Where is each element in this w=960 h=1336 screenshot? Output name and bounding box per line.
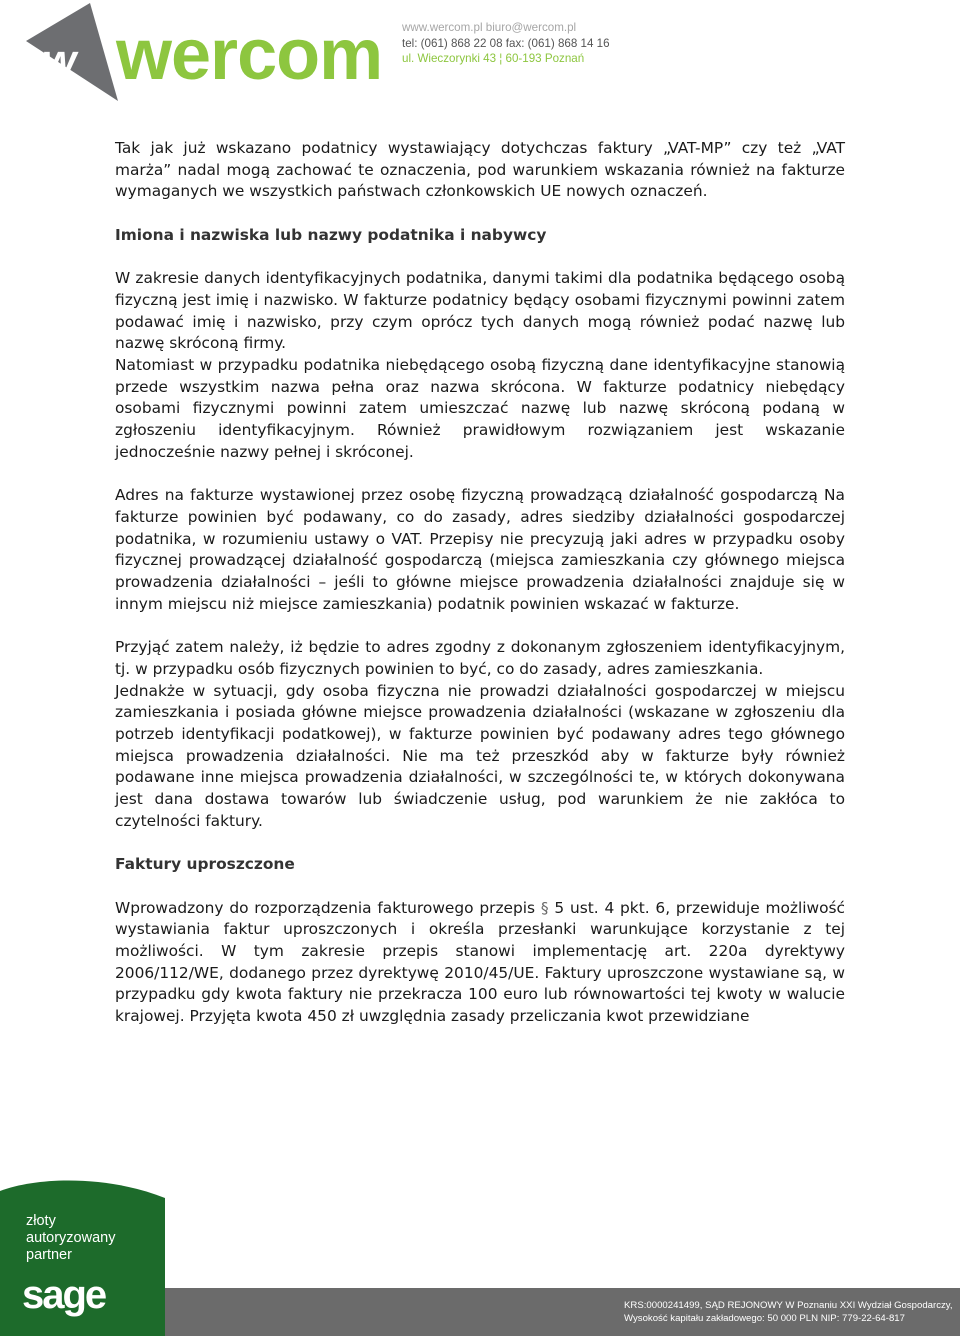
heading-simplified-invoices: Faktury uproszczone (115, 855, 295, 874)
registry-line-krs: KRS:0000241499, SĄD REJONOWY W Poznaniu XXI Wydział Gospodarczy, (624, 1300, 953, 1311)
contact-block (402, 20, 610, 67)
paragraph-registration-address: Przyjąć zatem należy, iż będzie to adres zgodny z dokonanym zgłoszeniem identyfikacyjnym, tj. w przypadku osób fizycznych powinien to być, co do zasady, adres zamieszkania. (115, 638, 845, 678)
company-registry-info (624, 1299, 953, 1325)
partner-badge (26, 1213, 115, 1264)
registry-line-capital: Wysokość kapitału zakładowego: 50 000 PLN NIP: 779-22-64-817 (624, 1313, 905, 1324)
contact-web: www.wercom.pl biuro@wercom.pl (402, 21, 577, 34)
paragraph-simplified-part2: 5 ust. 4 pkt. 6, przewiduje możliwość wystawiania faktur uproszczonych i określa przesłanki warunkujące korzystanie z tej możliwości. W tym zakresie przepis stanowi implementację art. 220a dyrektywy 2006/112/WE, dodanego przez dyrektywę 2010/45/UE. Faktury uproszczone wystawiane są, w przypadku gdy kwota faktury nie przekracza 100 euro lub równowartości tej kwoty w walucie krajowej. Przyjęta kwota 450 zł uwzględnia zasady przeliczania kwot przewidziane (115, 898, 845, 1026)
heading-names: Imiona i nazwiska lub nazwy podatnika i nabywcy (115, 225, 547, 244)
badge-line-gold: złoty (26, 1213, 56, 1229)
paragraph-simplified (115, 898, 845, 1028)
section-sign: § (540, 898, 549, 917)
sage-logo: sage (22, 1273, 106, 1317)
badge-line-partner: partner (26, 1247, 72, 1263)
paragraph-identification: W zakresie danych identyfikacyjnych podatnika, danymi takimi dla podatnika będącego osobą fizyczną jest imię i nazwisko. W fakturze podatnicy będący osobami fizycznymi powinni zatem podawać imię i nazwisko, przy czym oprócz tych danych mogą również podać nazwę lub nazwę skróconą firmy. (115, 269, 845, 353)
contact-phone: tel: (061) 868 22 08 fax: (061) 868 14 16 (402, 36, 610, 50)
paragraph-non-natural-person: Natomiast w przypadku podatnika niebędącego osobą fizyczną dane identyfikacyjne stanowią przede wszystkim nazwa pełna oraz nazwa skrócona. W fakturze podatnicy niebędący osobami fizycznymi powinni zatem umieszczać nazwę lub nazwę skróconą podaną w zgłoszeniu identyfikacyjnym. Również prawidłowym rozwiązaniem jest wskazanie jednocześnie nazwy pełnej i skróconej. (115, 356, 845, 461)
document-body (115, 138, 845, 1028)
contact-address: ul. Wieczorynki 43 ¦ 60-193 Poznań (402, 52, 585, 65)
wercom-logo (26, 3, 426, 103)
logo-wordmark: wercom (116, 15, 383, 95)
paragraph-main-place: Jednakże w sytuacji, gdy osoba fizyczna nie prowadzi działalności gospodarczej w miejscu zamieszkania i posiada główne miejsce prowadzenia działalności (wskazane w zgłoszeniu dla potrzeb identyfikacji podatkowej), w fakturze powinien być podawany adres tego głównego miejsca prowadzenia działalności. Nie ma też przeszkód aby w fakturze były również podawane inne miejsca prowadzenia działalności, w szczególności te, w których dokonywana jest dana dostawa towarów lub świadczenie usług, pod warunkiem że nie zakłóca to czytelności faktury. (115, 681, 845, 830)
paragraph-vat-mp: Tak jak już wskazano podatnicy wystawiający dotychczas faktury „VAT-MP” czy też „VAT marża” nadal mogą zachować te oznaczenia, pod warunkiem wskazania również na fakturze wymaganych we wszystkich państwach członkowskich UE nowych oznaczeń. (115, 139, 845, 201)
paragraph-simplified-part1: Wprowadzony do rozporządzenia fakturowego przepis (115, 898, 541, 917)
badge-line-authorized: autoryzowany (26, 1230, 116, 1246)
paragraph-address: Adres na fakturze wystawionej przez osobę fizyczną prowadzącą działalność gospodarczą Na fakturze powinien być podawany, co do zasady, adres siedziby działalności gospodarczej podatnika, w rozumieniu ustawy o VAT. Przepisy nie precyzują jaki adres w przypadku osoby fizycznej prowadzącej działalność gospodarczą (miejsca zamieszkania czy głównego miejsca prowadzenia działalności – jeśli to główne miejsce prowadzenia działalności znajduje się w innym miejscu niż miejsce zamieszkania) podatnik powinien wskazać w fakturze. (115, 486, 845, 613)
svg-text:w: w (42, 36, 77, 85)
